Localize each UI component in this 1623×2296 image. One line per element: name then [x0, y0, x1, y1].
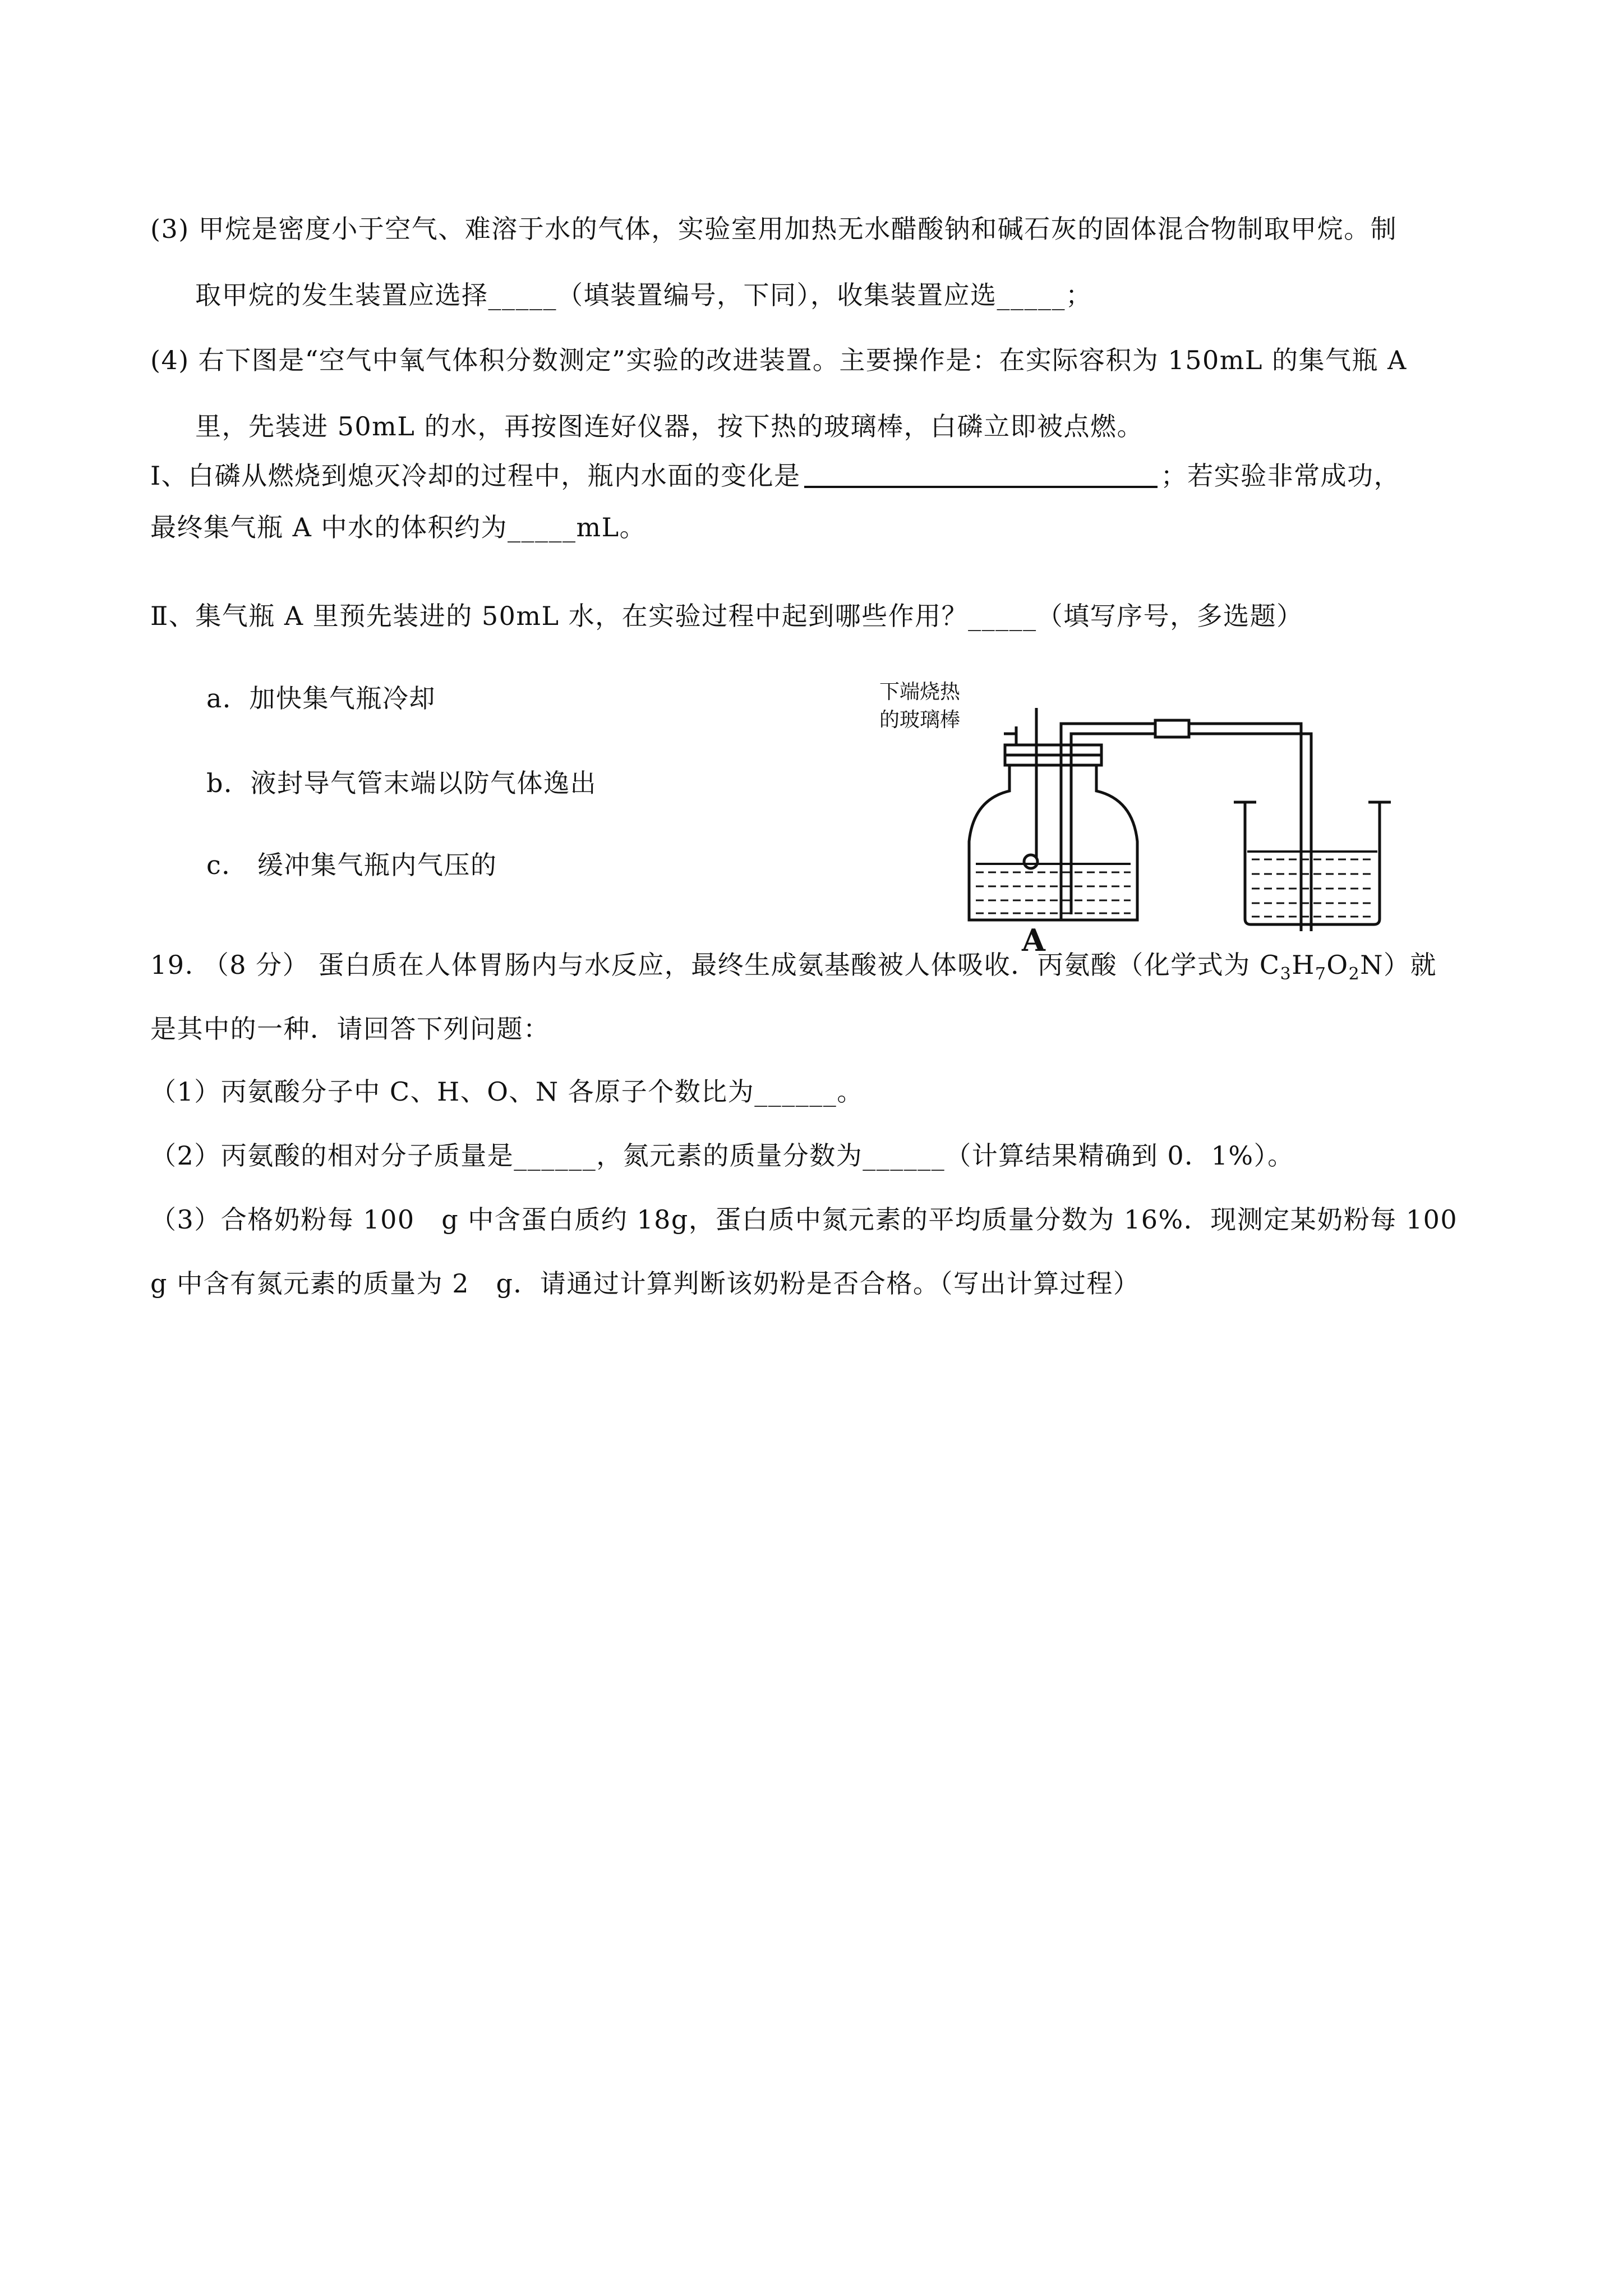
q4-part-1-line-1: [150, 459, 1400, 493]
q4-part-1-text-b: ；若实验非常成功，: [1160, 461, 1401, 491]
bottle-outline: [969, 760, 1137, 920]
white-phosphorus: [1024, 855, 1038, 868]
answer-blank[interactable]: [804, 461, 1158, 488]
option-b: b．液封导气管末端以防气体逸出: [206, 768, 597, 798]
q3-line-2: 取甲烷的发生装置应选择_____（填装置编号，下同），收集装置应选_____；: [195, 280, 1092, 310]
figure-label-line-2: 的玻璃棒: [879, 708, 961, 731]
element-h: H: [1292, 950, 1315, 980]
q3-line-1: (3) 甲烷是密度小于空气、难溶于水的气体，实验室用加热无水醋酸钠和碱石灰的固体混合物制取甲烷。制: [150, 214, 1398, 244]
q4-part-1-line-2: 最终集气瓶 A 中水的体积约为_____mL。: [150, 512, 647, 542]
q19-line-1-tail: N）就: [1360, 950, 1437, 980]
q4-line-2: 里，先装进 50mL 的水，再按图连好仪器，按下热的玻璃棒，白磷立即被点燃。: [195, 411, 1144, 441]
subscript-3: 3: [1280, 964, 1292, 984]
subscript-2: 2: [1348, 964, 1361, 984]
q19-sub-question-2: （2）丙氨酸的相对分子质量是______，氮元素的质量分数为______（计算结果精确到 0．1%）。: [150, 1140, 1294, 1171]
apparatus-drawing: [841, 673, 1469, 942]
figure-letter: A: [1022, 922, 1045, 958]
element-o: O: [1326, 950, 1349, 980]
tube-clamp: [1155, 720, 1189, 737]
subscript-7: 7: [1315, 964, 1327, 984]
q19-sub-question-1: （1）丙氨酸分子中 C、H、O、N 各原子个数比为______。: [150, 1076, 864, 1107]
q19-sub-question-3-line-2: g 中含有氮元素的质量为 2 g．请通过计算判断该奶粉是否合格。（写出计算过程）: [150, 1268, 1140, 1299]
figure-label-line-1: 下端烧热: [879, 680, 961, 703]
q19-line-2: 是其中的一种．请回答下列问题：: [150, 1014, 550, 1044]
q4-line-1: (4) 右下图是“空气中氧气体积分数测定”实验的改进装置。主要操作是：在实际容积为 150mL 的集气瓶 A: [150, 345, 1407, 375]
q4-part-2: Ⅱ、集气瓶 A 里预先装进的 50mL 水，在实验过程中起到哪些作用？_____（填写序号，多选题）: [150, 601, 1303, 631]
option-a: a．加快集气瓶冷却: [206, 683, 436, 714]
q19-line-1: [150, 948, 1437, 991]
q4-part-1-text-a: Ⅰ、白磷从燃烧到熄灭冷却的过程中，瓶内水面的变化是: [150, 461, 801, 491]
q19-line-1-text: 19. （8 分） 蛋白质在人体胃肠内与水反应，最终生成氨基酸被人体吸收．丙氨酸（化学式为 C: [150, 950, 1280, 980]
apparatus-figure: [841, 673, 1469, 958]
option-c: c． 缓冲集气瓶内气压的: [206, 850, 497, 880]
q19-sub-question-3-line-1: （3）合格奶粉每 100 g 中含蛋白质约 18g，蛋白质中氮元素的平均质量分数为 16%．现测定某奶粉每 100: [150, 1204, 1458, 1235]
